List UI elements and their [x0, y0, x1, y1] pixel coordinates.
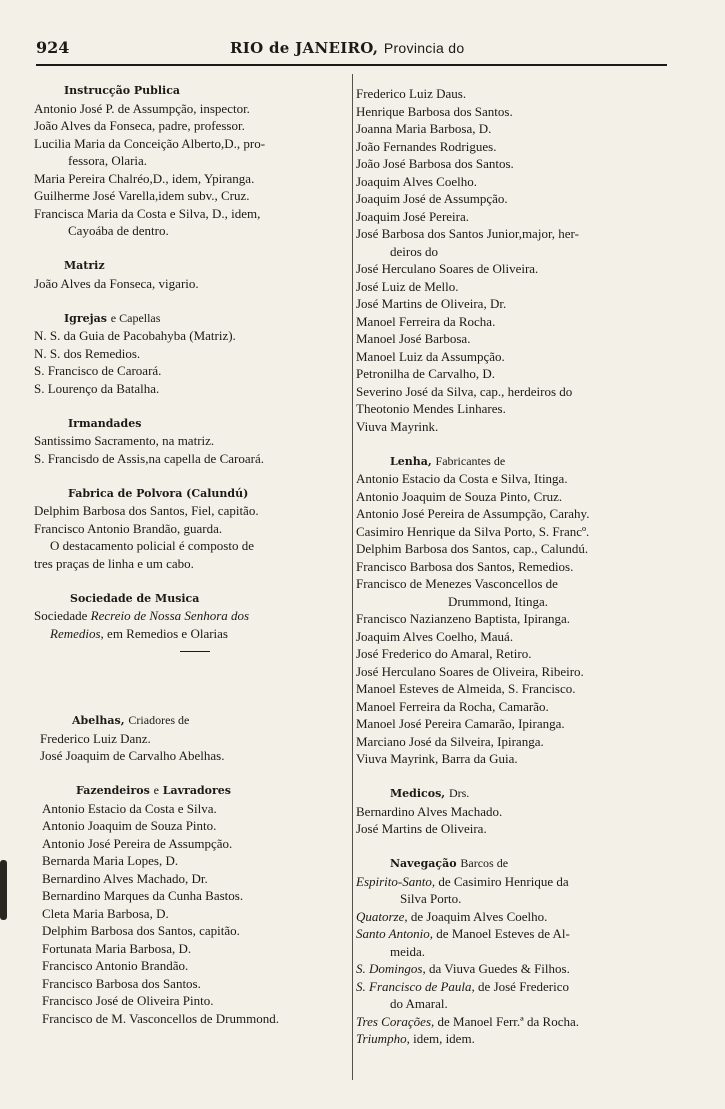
entry-line: Casimiro Henrique da Silva Porto, S. Francº.	[356, 523, 590, 539]
entry-line: Cleta Maria Barbosa, D.	[42, 905, 169, 921]
entry-line: João Fernandes Rodrigues.	[356, 138, 497, 154]
entry-text: idem, idem.	[413, 1031, 475, 1046]
entry-line: Joaquim José de Assumpção.	[356, 191, 508, 206]
entry-line: Viuva Mayrink, Barra da Guia.	[356, 751, 518, 766]
entry-line: Petronilha de Carvalho, D.	[356, 366, 495, 381]
entry-line: João Alves da Fonseca, padre, professor.	[34, 118, 245, 133]
section-musica	[34, 590, 352, 643]
entry-line: Delphim Barbosa dos Santos, Fiel, capitão.	[34, 503, 259, 518]
boat-name: Triumpho,	[356, 1031, 410, 1046]
entry-line: Antonio José Pereira de Assumpção, Carahy.	[356, 506, 590, 521]
entry-line: Francisco de Menezes Vasconcellos de	[356, 576, 558, 591]
left-column	[34, 82, 352, 1027]
section-heading-end: Lavradores	[162, 784, 231, 797]
entry-text: da Viuva Guedes & Filhos.	[428, 961, 570, 976]
entry-line: Joanna Maria Barbosa, D.	[356, 121, 492, 136]
section-heading: Instrucção Publica	[64, 84, 181, 97]
section-heading-sub: e	[153, 783, 159, 797]
entry-line: Francisco Antonio Brandão.	[42, 958, 189, 973]
entry-line	[34, 607, 352, 625]
entry-line: Francisco Barbosa dos Santos.	[42, 975, 201, 991]
entry-line: Maria Pereira Chalréo,D., idem, Ypiranga.	[34, 170, 255, 186]
entry-line	[356, 960, 674, 978]
section-heading: Matriz	[64, 259, 105, 272]
entry-line: Manoel Luiz da Assumpção.	[356, 348, 505, 364]
entry-line: José Joaquim de Carvalho Abelhas.	[40, 748, 225, 763]
section-instrucao	[34, 82, 352, 240]
entry-line: Francisco Barbosa dos Santos, Remedios.	[356, 558, 574, 574]
entry-line: José Martins de Oliveira, Dr.	[356, 296, 507, 311]
section-heading	[42, 782, 352, 800]
entry-line: Antonio José Pereira de Assumpção.	[42, 835, 233, 851]
entry-line: Joaquim Alves Coelho, Mauá.	[356, 628, 514, 644]
section-matriz	[34, 257, 352, 292]
entry-line: José Martins de Oliveira.	[356, 821, 487, 836]
column-divider	[352, 74, 353, 1080]
entry-line-continued: Silva Porto.	[400, 891, 462, 906]
section-irmandades	[34, 415, 352, 468]
page-title-sub: Provincia do	[383, 40, 465, 56]
entry-line: Antonio José P. de Assumpção, inspector.	[34, 100, 250, 116]
entry-line: Antonio Estacio da Costa e Silva.	[42, 800, 217, 816]
entry-line	[356, 925, 674, 943]
entry-line: Manoel José Pereira Camarão, Ipiranga.	[356, 716, 565, 731]
section-heading-sub: Criadores de	[128, 713, 190, 727]
entry-line: Bernardino Alves Machado, Dr.	[42, 870, 208, 886]
section-heading-main: Lenha,	[390, 454, 432, 468]
entry-line: Marciano José da Silveira, Ipiranga.	[356, 733, 544, 749]
entry-line	[356, 873, 674, 891]
entry-line: Frederico Luiz Daus.	[356, 86, 467, 101]
entry-line: Delphim Barbosa dos Santos, cap., Calundú.	[356, 541, 589, 556]
society-name-cont: Remedios,	[50, 625, 104, 641]
section-heading-main: Navegação	[390, 857, 457, 870]
entry-line: José Herculano Soares de Oliveira, Ribeiro.	[356, 663, 584, 679]
section-heading-main: Igrejas	[64, 311, 107, 325]
note-line: tres praças de linha e um cabo.	[34, 555, 194, 571]
entry-line: Antonio Joaquim de Souza Pinto, Cruz.	[356, 488, 563, 504]
entry-line: Santissimo Sacramento, na matriz.	[34, 433, 215, 448]
entry-line: Francisco Antonio Brandão, guarda.	[34, 520, 223, 536]
entry-line: Manoel Ferreira da Rocha.	[356, 313, 496, 329]
section-lenha	[356, 453, 674, 768]
entry-line: José Herculano Soares de Oliveira.	[356, 261, 539, 276]
section-heading	[34, 712, 352, 730]
entry-line-continued: Drummond, Itinga.	[448, 593, 549, 609]
entry-line-continued: Cayoába de dentro.	[68, 223, 169, 238]
section-heading-sub: e Capellas	[110, 310, 161, 325]
entry-line: N. S. da Guia de Pacobahyba (Matriz).	[34, 328, 236, 343]
entry-line: João José Barbosa dos Santos.	[356, 156, 514, 171]
entry-line: N. S. dos Remedios.	[34, 345, 141, 361]
section-heading-sub: Drs.	[448, 786, 470, 800]
entry-line: Frederico Luiz Danz.	[40, 730, 151, 746]
boat-name: S. Francisco de Paula,	[356, 978, 475, 994]
entry-text: de José Frederico	[478, 978, 570, 994]
section-fazendeiros	[34, 782, 352, 1027]
section-navegacao	[356, 855, 674, 1048]
section-heading-sub: Fabricantes de	[435, 453, 506, 468]
entry-line: Delphim Barbosa dos Santos, capitão.	[42, 923, 240, 938]
entry-line: João Alves da Fonseca, vigario.	[34, 275, 199, 291]
entry-line: Bernardino Alves Machado.	[356, 803, 503, 819]
entry-line: Francisca Maria da Costa e Silva, D., idem,	[34, 205, 261, 221]
section-heading-sub: Barcos de	[460, 856, 509, 870]
section-rule	[180, 651, 210, 652]
society-name: Recreio de Nossa Senhora dos	[90, 608, 250, 623]
entry-line: Lucilia Maria da Conceição Alberto,D., pro-	[34, 135, 266, 151]
page-header	[36, 38, 667, 66]
section-abelhas	[34, 712, 352, 765]
boat-name: S. Domingos,	[356, 961, 426, 976]
entry-line: Francisco Nazianzeno Baptista, Ipiranga.	[356, 611, 571, 626]
entry-line-continued: meida.	[390, 943, 426, 959]
section-heading	[356, 453, 674, 471]
entry-line	[356, 1013, 674, 1031]
section-heading-main: Fazendeiros	[76, 784, 150, 797]
entry-line: Severino José da Silva, cap., herdeiros do	[356, 383, 573, 399]
section-heading	[34, 310, 352, 328]
entry-text: de Joaquim Alves Coelho.	[410, 908, 548, 924]
entry-text: em Remedios e Olarias	[107, 625, 228, 641]
entry-line: Joaquim José Pereira.	[356, 208, 470, 224]
entry-line: Bernarda Maria Lopes, D.	[42, 853, 179, 868]
boat-name: Quatorze,	[356, 908, 408, 924]
entry-text: de Casimiro Henrique da	[438, 873, 569, 889]
page-number: 924	[36, 38, 70, 57]
entry-line	[356, 978, 674, 996]
entry-line: Manoel José Barbosa.	[356, 331, 471, 346]
entry-line: José Barbosa dos Santos Junior,major, her-	[356, 226, 579, 241]
entry-line: Antonio Joaquim de Souza Pinto.	[42, 818, 217, 833]
entry-line: Francisco de M. Vasconcellos de Drummond.	[42, 1010, 279, 1026]
entry-line: Bernardino Marques da Cunha Bastos.	[42, 888, 244, 903]
entry-line	[356, 908, 674, 926]
binding-edge	[0, 860, 7, 920]
section-heading: Sociedade de Musica	[70, 591, 200, 605]
entry-line: Francisco José de Oliveira Pinto.	[42, 993, 214, 1008]
entry-line: Fortunata Maria Barbosa, D.	[42, 940, 192, 956]
section-heading-main: Abelhas,	[72, 714, 125, 727]
entry-line-continued: do Amaral.	[390, 996, 448, 1011]
entry-line: José Luiz de Mello.	[356, 278, 459, 294]
entry-line: S. Lourenço da Batalha.	[34, 380, 160, 396]
section-fabrica	[34, 485, 352, 573]
section-heading: Irmandades	[68, 416, 142, 430]
page-title-main: RIO de JANEIRO,	[230, 39, 379, 57]
entry-line: Manoel Ferreira da Rocha, Camarão.	[356, 698, 549, 714]
entry-line-continued: fessora, Olaria.	[68, 153, 148, 168]
entry-text: de Manoel Esteves de Al-	[436, 926, 570, 941]
boat-name: Santo Antonio,	[356, 926, 434, 941]
entry-text: de Manoel Ferr.ª da Rocha.	[437, 1013, 579, 1029]
section-heading	[356, 785, 674, 803]
entry-line: Viuva Mayrink.	[356, 418, 439, 434]
entry-line-continued: deiros do	[390, 243, 439, 259]
entry-line: Guilherme José Varella,idem subv., Cruz.	[34, 188, 250, 203]
entry-line: S. Francisdo de Assis,na capella de Caroará.	[34, 450, 264, 466]
entry-line: Joaquim Alves Coelho.	[356, 173, 477, 189]
entry-line: Antonio Estacio da Costa e Silva, Itinga.	[356, 471, 568, 486]
entry-line: Henrique Barbosa dos Santos.	[356, 103, 513, 119]
entry-line: S. Francisco de Caroará.	[34, 363, 162, 378]
section-medicos	[356, 785, 674, 838]
entry-line	[356, 1030, 674, 1048]
entry-line-continued	[34, 625, 352, 643]
section-heading-main: Medicos,	[390, 787, 446, 800]
section-igrejas	[34, 310, 352, 398]
section-heading	[356, 855, 674, 873]
right-column	[356, 85, 674, 1048]
section-heading: Fabrica de Polvora (Calundú)	[68, 486, 249, 500]
page-title	[230, 39, 464, 57]
note-line: O destacamento policial é composto de	[50, 538, 254, 553]
entry-text: Sociedade	[34, 608, 88, 623]
boat-name: Tres Corações,	[356, 1013, 435, 1029]
entry-line: Manoel Esteves de Almeida, S. Francisco.	[356, 681, 576, 696]
boat-name: Espirito-Santo,	[356, 873, 436, 889]
entry-line: Theotonio Mendes Linhares.	[356, 401, 506, 416]
section-lavradores-continued	[356, 85, 674, 435]
entry-line: José Frederico do Amaral, Retiro.	[356, 646, 532, 661]
